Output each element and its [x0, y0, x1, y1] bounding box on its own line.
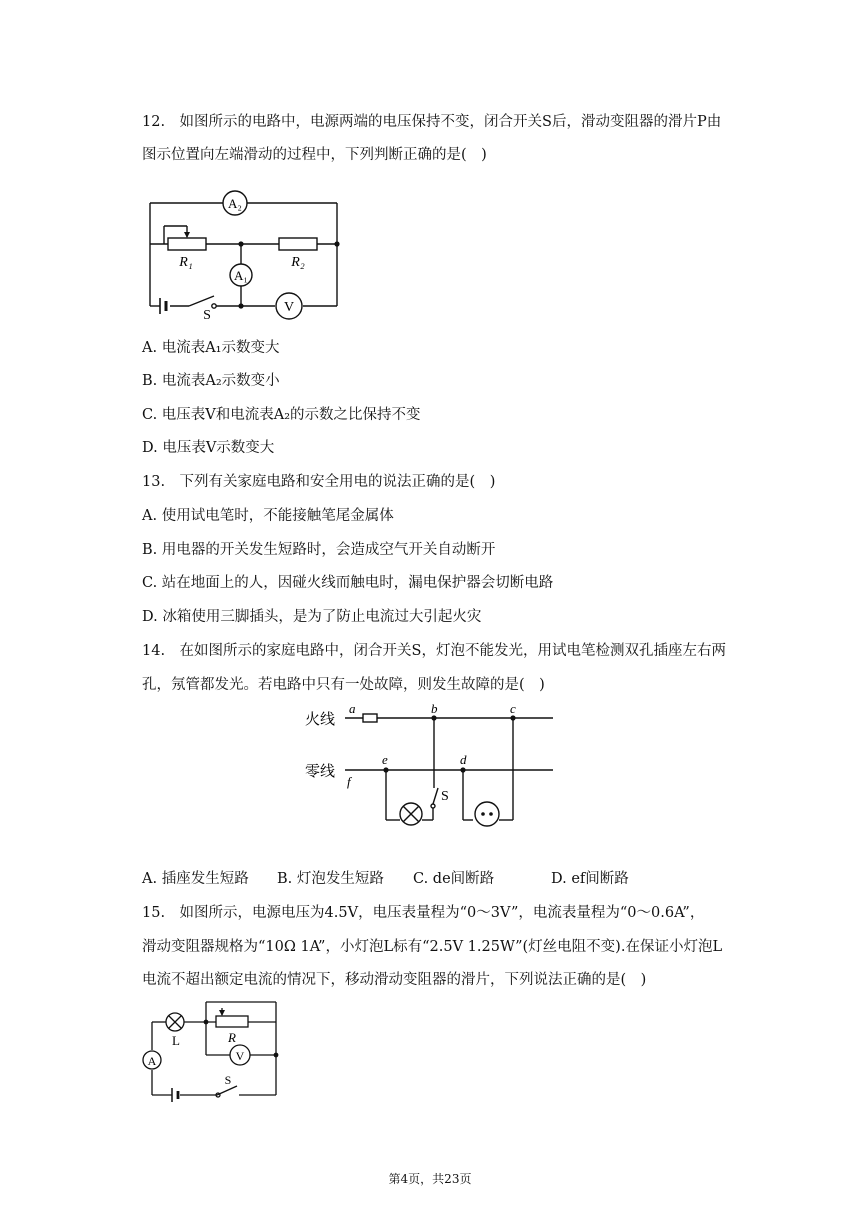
- q14-stem-line2: 孔，氖管都发光。若电路中只有一处故障，则发生故障的是( ): [142, 677, 545, 693]
- q14-switch-label: S: [441, 789, 449, 804]
- q14-stem-line1: 14. 在如图所示的家庭电路中，闭合开关S，灯泡不能发光，用试电笔检测双孔插座左右两: [142, 643, 726, 659]
- q13-stem: 13. 下列有关家庭电路和安全用电的说法正确的是( ): [142, 474, 496, 490]
- q15-rheostat-label: R: [228, 1030, 236, 1045]
- q14-neutral-wire-label: 零线: [305, 764, 336, 780]
- q12-option-d[interactable]: D. 电压表V示数变大: [142, 440, 275, 456]
- q12-stem-line1: 12. 如图所示的电路中，电源两端的电压保持不变，闭合开关S后，滑动变阻器的滑片P由: [142, 114, 722, 130]
- q14-option-a[interactable]: A. 插座发生短路: [142, 871, 249, 887]
- q14-option-b[interactable]: B. 灯泡发生短路: [277, 871, 384, 887]
- q12-r1-label: R₁: [179, 255, 193, 270]
- q14-point-e: e: [382, 752, 388, 767]
- q12-ammeter-a1-label: A₁: [234, 268, 248, 283]
- q12-voltmeter-label: V: [283, 300, 295, 315]
- q13-option-a[interactable]: A. 使用试电笔时，不能接触笔尾金属体: [142, 508, 394, 524]
- q12-circuit-figure: [144, 188, 344, 320]
- q12-option-a[interactable]: A. 电流表A₁示数变大: [142, 340, 280, 356]
- q14-live-wire-label: 火线: [305, 712, 336, 728]
- q14-point-b: b: [431, 701, 438, 716]
- page-footer: 第4页，共23页: [388, 1172, 472, 1186]
- q15-voltmeter-label: V: [235, 1049, 245, 1063]
- q15-stem-line3: 电流不超出额定电流的情况下，移动滑动变阻器的滑片，下列说法正确的是( ): [142, 972, 647, 988]
- q14-point-a: a: [349, 701, 356, 716]
- q15-stem-line2: 滑动变阻器规格为“10Ω 1A”，小灯泡L标有“2.5V 1.25W”(灯丝电阻不变).在保证小灯泡L: [142, 939, 723, 955]
- q14-point-d: d: [460, 752, 467, 767]
- q14-household-circuit-figure: [305, 700, 560, 828]
- q15-lamp-label: L: [172, 1033, 180, 1048]
- q13-option-c[interactable]: C. 站在地面上的人，因碰火线而触电时，漏电保护器会切断电路: [142, 575, 554, 591]
- q13-option-b[interactable]: B. 用电器的开关发生短路时，会造成空气开关自动断开: [142, 542, 496, 558]
- q15-stem-line1: 15. 如图所示，电源电压为4.5V，电压表量程为“0～3V”，电流表量程为“0～0.6A”，: [142, 905, 705, 921]
- q14-option-c[interactable]: C. de间断路: [413, 871, 495, 887]
- q12-option-c[interactable]: C. 电压表V和电流表A₂的示数之比保持不变: [142, 407, 421, 423]
- q14-point-f: f: [347, 774, 351, 789]
- q12-r2-label: R₂: [291, 255, 305, 270]
- q14-option-d[interactable]: D. ef间断路: [551, 871, 629, 887]
- q15-ammeter-label: A: [147, 1054, 157, 1068]
- q12-option-b[interactable]: B. 电流表A₂示数变小: [142, 373, 280, 389]
- q14-point-c: c: [510, 701, 516, 716]
- q13-option-d[interactable]: D. 冰箱使用三脚插头，是为了防止电流过大引起火灾: [142, 609, 482, 625]
- q12-switch-label: S: [203, 308, 211, 320]
- q12-ammeter-a2-label: A₂: [228, 196, 242, 211]
- q15-switch-label: S: [224, 1073, 232, 1087]
- q15-circuit-figure: [142, 1000, 287, 1105]
- q12-stem-line2: 图示位置向左端滑动的过程中，下列判断正确的是( ): [142, 147, 487, 163]
